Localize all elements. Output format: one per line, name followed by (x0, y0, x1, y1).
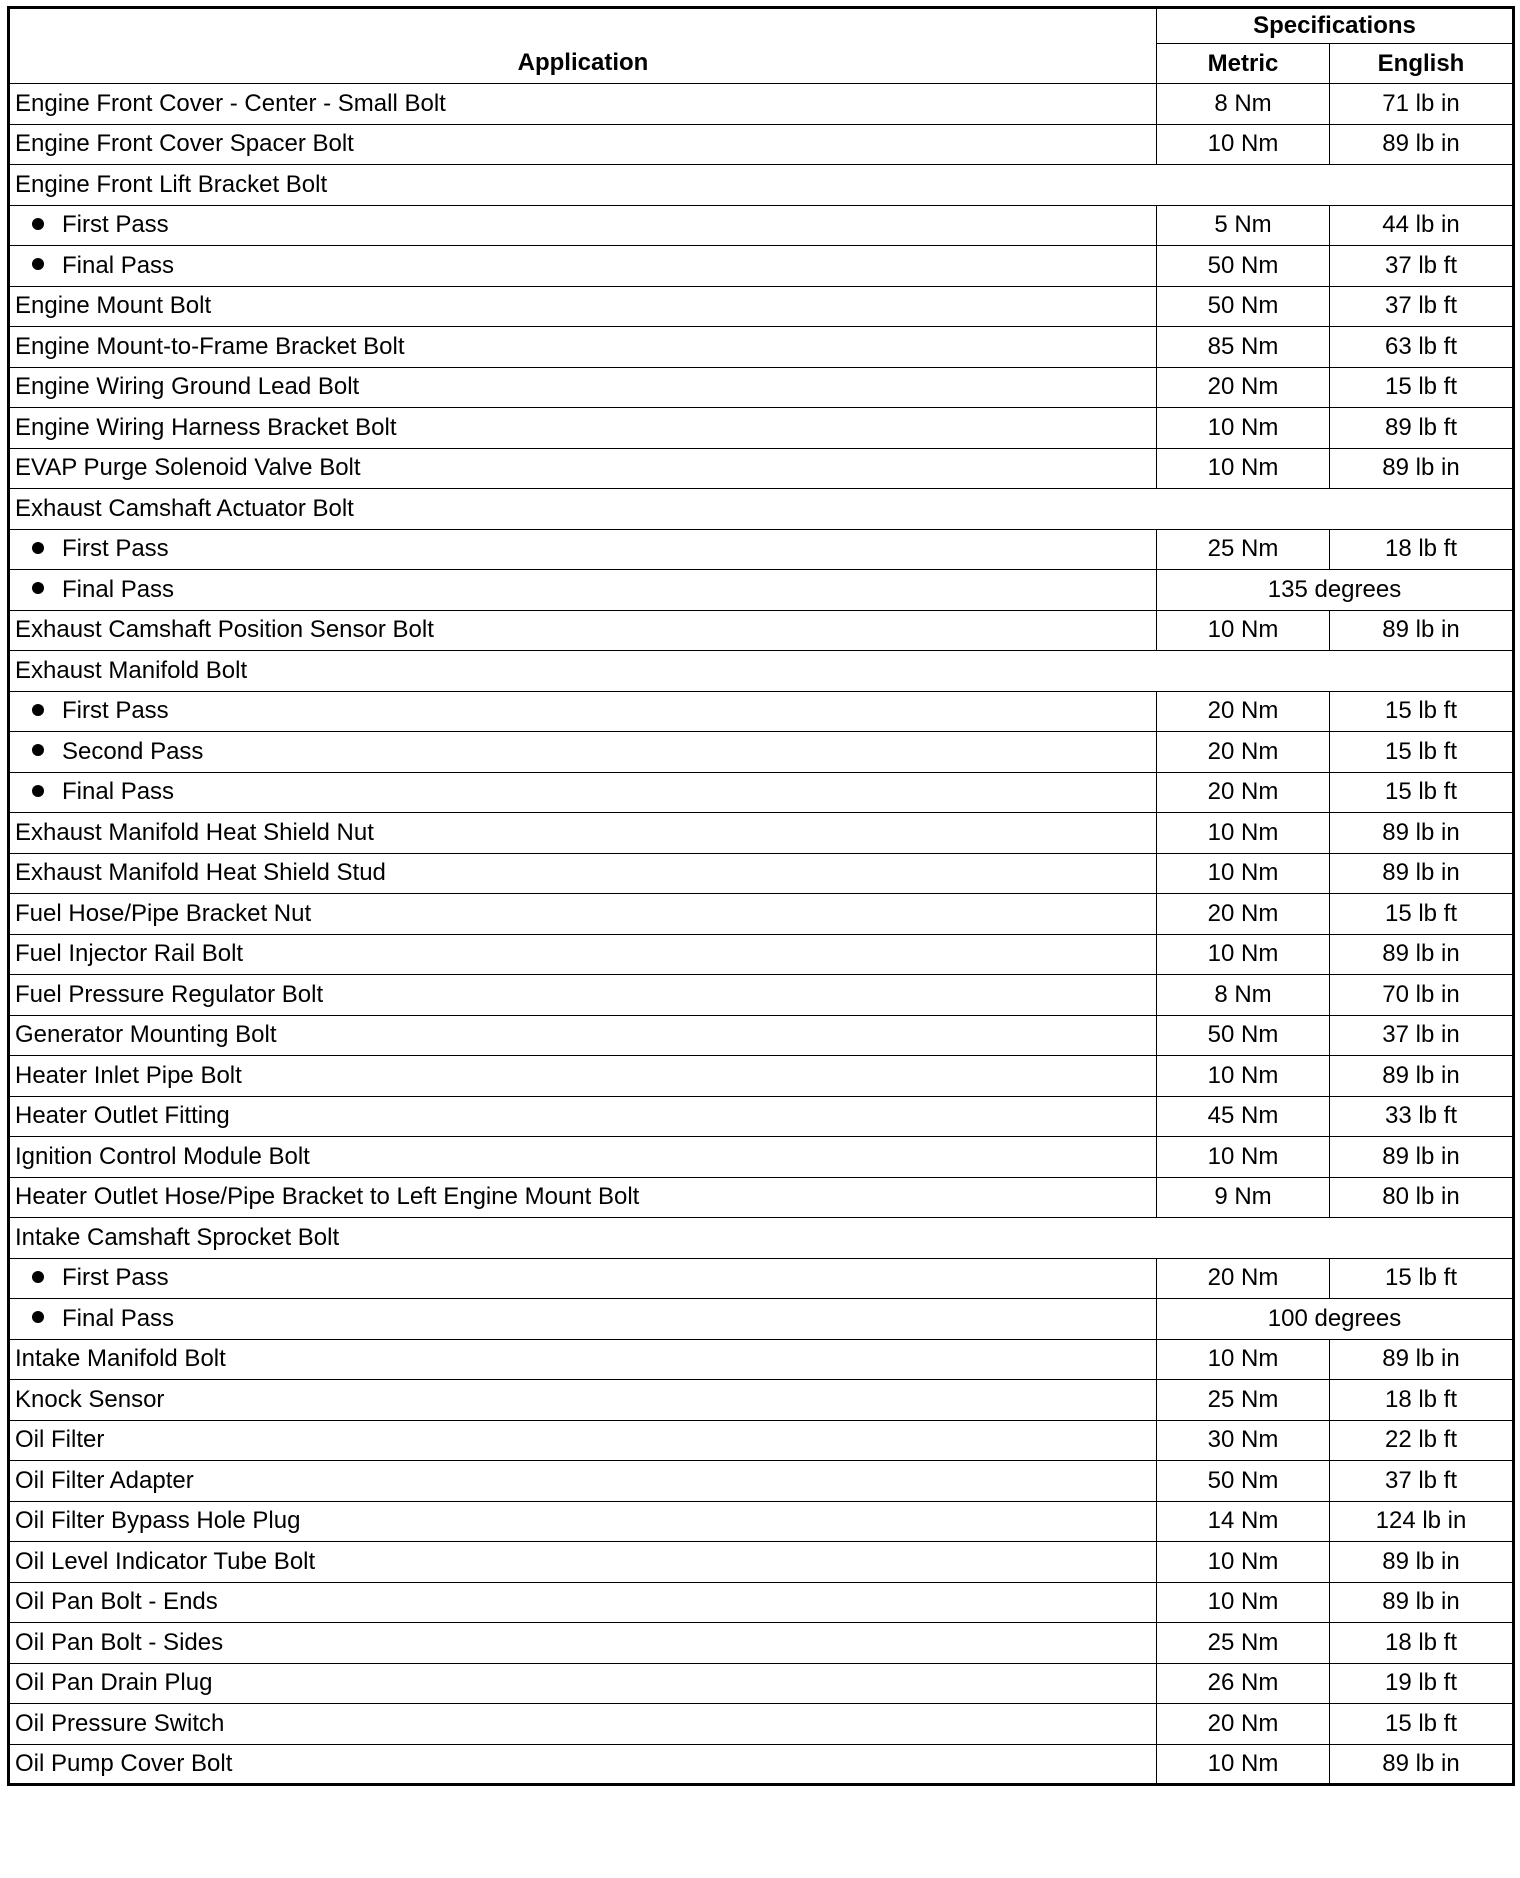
application-cell (9, 610, 1157, 651)
application-group-cell (9, 165, 1514, 206)
table-row (9, 1582, 1514, 1623)
english-value-cell: 89 lb in (1330, 1744, 1514, 1785)
table-row (9, 1258, 1514, 1299)
table-row (9, 1663, 1514, 1704)
metric-value-cell: 10 Nm (1157, 1542, 1330, 1583)
table-row (9, 1704, 1514, 1745)
application-cell (9, 1542, 1157, 1583)
application-cell (9, 1056, 1157, 1097)
application-label: Heater Inlet Pipe Bolt (15, 1061, 242, 1089)
metric-value-cell: 50 Nm (1157, 246, 1330, 287)
table-row (9, 489, 1514, 530)
table-row (9, 772, 1514, 813)
application-label: Engine Mount-to-Frame Bracket Bolt (15, 332, 405, 360)
english-value-cell: 89 lb in (1330, 448, 1514, 489)
english-value-cell: 124 lb in (1330, 1501, 1514, 1542)
bullet-icon (32, 785, 44, 797)
application-label: Exhaust Camshaft Actuator Bolt (15, 494, 354, 522)
application-cell (9, 1461, 1157, 1502)
metric-value-cell: 20 Nm (1157, 732, 1330, 773)
application-label: Generator Mounting Bolt (15, 1021, 277, 1049)
application-label: Intake Manifold Bolt (15, 1345, 226, 1373)
application-cell (9, 327, 1157, 368)
table-row (9, 286, 1514, 327)
application-label: Final Pass (62, 251, 175, 279)
application-label: Fuel Hose/Pipe Bracket Nut (15, 899, 312, 927)
application-sub-cell (9, 1258, 1157, 1299)
table-row (9, 1542, 1514, 1583)
table-row (9, 732, 1514, 773)
english-value-cell: 18 lb ft (1330, 1623, 1514, 1664)
application-cell (9, 448, 1157, 489)
metric-value-cell: 20 Nm (1157, 691, 1330, 732)
english-value-cell: 80 lb in (1330, 1177, 1514, 1218)
metric-value-cell: 10 Nm (1157, 1744, 1330, 1785)
table-header (9, 8, 1514, 84)
english-value-cell: 89 lb in (1330, 124, 1514, 165)
english-value-cell: 63 lb ft (1330, 327, 1514, 368)
application-label: Exhaust Camshaft Position Sensor Bolt (15, 616, 434, 644)
application-cell (9, 1582, 1157, 1623)
table-row (9, 894, 1514, 935)
english-value-cell: 37 lb in (1330, 1015, 1514, 1056)
table-row (9, 408, 1514, 449)
application-label: Final Pass (62, 1304, 175, 1332)
english-value-cell: 70 lb in (1330, 975, 1514, 1016)
application-cell (9, 1501, 1157, 1542)
application-sub-cell (9, 529, 1157, 570)
metric-value-cell: 10 Nm (1157, 1339, 1330, 1380)
table-row (9, 610, 1514, 651)
table-body (9, 84, 1514, 1785)
application-cell (9, 367, 1157, 408)
application-cell (9, 84, 1157, 125)
application-label: Oil Pan Drain Plug (15, 1669, 213, 1697)
bullet-icon (32, 1271, 44, 1283)
table-row (9, 1137, 1514, 1178)
english-value-cell: 15 lb ft (1330, 367, 1514, 408)
table-row (9, 1380, 1514, 1421)
bullet-icon (32, 258, 44, 270)
application-cell (9, 1096, 1157, 1137)
english-value-cell: 15 lb ft (1330, 772, 1514, 813)
metric-value-cell: 25 Nm (1157, 1623, 1330, 1664)
table-row (9, 1218, 1514, 1259)
application-label: Exhaust Manifold Heat Shield Stud (15, 859, 386, 887)
metric-value-cell: 8 Nm (1157, 975, 1330, 1016)
metric-value-cell: 8 Nm (1157, 84, 1330, 125)
bullet-icon (32, 744, 44, 756)
table-row (9, 934, 1514, 975)
metric-value-cell: 10 Nm (1157, 408, 1330, 449)
metric-value-cell: 20 Nm (1157, 1258, 1330, 1299)
metric-value-cell: 45 Nm (1157, 1096, 1330, 1137)
table-row (9, 1623, 1514, 1664)
table-row (9, 1177, 1514, 1218)
application-label: Final Pass (62, 575, 175, 603)
english-value-cell: 89 lb in (1330, 610, 1514, 651)
application-label: Oil Filter Bypass Hole Plug (15, 1507, 301, 1535)
application-cell (9, 813, 1157, 854)
table-row (9, 813, 1514, 854)
application-cell (9, 1380, 1157, 1421)
table-row (9, 1744, 1514, 1785)
english-value-cell: 89 lb in (1330, 934, 1514, 975)
angle-value-cell: 135 degrees (1157, 570, 1514, 611)
application-cell (9, 1663, 1157, 1704)
application-sub-cell (9, 732, 1157, 773)
english-value-cell: 89 lb in (1330, 813, 1514, 854)
application-label: Fuel Injector Rail Bolt (15, 940, 244, 968)
application-header: Application (9, 8, 1157, 84)
metric-value-cell: 10 Nm (1157, 124, 1330, 165)
metric-value-cell: 50 Nm (1157, 286, 1330, 327)
application-cell (9, 408, 1157, 449)
application-label: Exhaust Manifold Bolt (15, 656, 248, 684)
table-row (9, 1339, 1514, 1380)
metric-value-cell: 25 Nm (1157, 529, 1330, 570)
application-sub-cell (9, 1299, 1157, 1340)
english-value-cell: 89 lb in (1330, 1339, 1514, 1380)
metric-value-cell: 10 Nm (1157, 813, 1330, 854)
english-value-cell: 15 lb ft (1330, 1704, 1514, 1745)
application-label: Knock Sensor (15, 1385, 165, 1413)
bullet-icon (32, 704, 44, 716)
application-label: Oil Pump Cover Bolt (15, 1749, 233, 1777)
table-row (9, 651, 1514, 692)
table-row (9, 124, 1514, 165)
metric-value-cell: 85 Nm (1157, 327, 1330, 368)
application-sub-cell (9, 691, 1157, 732)
table-row (9, 246, 1514, 287)
table-row (9, 165, 1514, 206)
english-value-cell: 37 lb ft (1330, 246, 1514, 287)
metric-value-cell: 10 Nm (1157, 448, 1330, 489)
application-label: Engine Front Lift Bracket Bolt (15, 170, 328, 198)
metric-value-cell: 20 Nm (1157, 772, 1330, 813)
metric-value-cell: 10 Nm (1157, 934, 1330, 975)
table-row (9, 327, 1514, 368)
bullet-icon (32, 218, 44, 230)
application-label: Engine Front Cover Spacer Bolt (15, 130, 354, 158)
application-label: Heater Outlet Fitting (15, 1102, 230, 1130)
application-label: Fuel Pressure Regulator Bolt (15, 980, 324, 1008)
metric-value-cell: 10 Nm (1157, 1056, 1330, 1097)
metric-value-cell: 14 Nm (1157, 1501, 1330, 1542)
application-label: First Pass (62, 211, 169, 239)
english-value-cell: 89 lb in (1330, 1056, 1514, 1097)
metric-value-cell: 50 Nm (1157, 1015, 1330, 1056)
application-label: Exhaust Manifold Heat Shield Nut (15, 818, 374, 846)
table-row (9, 691, 1514, 732)
english-value-cell: 89 lb in (1330, 1582, 1514, 1623)
metric-value-cell: 20 Nm (1157, 1704, 1330, 1745)
application-label: Engine Wiring Ground Lead Bolt (15, 373, 360, 401)
table-row (9, 529, 1514, 570)
table-row (9, 1461, 1514, 1502)
bullet-icon (32, 582, 44, 594)
application-label: Engine Wiring Harness Bracket Bolt (15, 413, 397, 441)
torque-spec-table (7, 6, 1515, 1786)
bullet-icon (32, 1311, 44, 1323)
application-label: EVAP Purge Solenoid Valve Bolt (15, 454, 361, 482)
english-header: English (1330, 44, 1514, 84)
metric-value-cell: 20 Nm (1157, 894, 1330, 935)
english-value-cell: 71 lb in (1330, 84, 1514, 125)
metric-value-cell: 5 Nm (1157, 205, 1330, 246)
application-sub-cell (9, 570, 1157, 611)
english-value-cell: 19 lb ft (1330, 1663, 1514, 1704)
table-row (9, 570, 1514, 611)
table-row (9, 84, 1514, 125)
english-value-cell: 33 lb ft (1330, 1096, 1514, 1137)
metric-value-cell: 20 Nm (1157, 367, 1330, 408)
english-value-cell: 22 lb ft (1330, 1420, 1514, 1461)
angle-value-cell: 100 degrees (1157, 1299, 1514, 1340)
application-label: Oil Filter Adapter (15, 1466, 194, 1494)
application-cell (9, 894, 1157, 935)
metric-value-cell: 25 Nm (1157, 1380, 1330, 1421)
application-label: Oil Pan Bolt - Sides (15, 1628, 224, 1656)
application-label: Final Pass (62, 778, 175, 806)
metric-value-cell: 10 Nm (1157, 853, 1330, 894)
application-cell (9, 286, 1157, 327)
metric-value-cell: 10 Nm (1157, 610, 1330, 651)
english-value-cell: 89 lb in (1330, 1542, 1514, 1583)
metric-header: Metric (1157, 44, 1330, 84)
english-value-cell: 15 lb ft (1330, 1258, 1514, 1299)
metric-value-cell: 10 Nm (1157, 1137, 1330, 1178)
application-label: Oil Pressure Switch (15, 1709, 225, 1737)
table-row (9, 1501, 1514, 1542)
application-label: First Pass (62, 535, 169, 563)
table-row (9, 205, 1514, 246)
metric-value-cell: 50 Nm (1157, 1461, 1330, 1502)
metric-value-cell: 26 Nm (1157, 1663, 1330, 1704)
english-value-cell: 15 lb ft (1330, 732, 1514, 773)
application-label: First Pass (62, 1264, 169, 1292)
application-cell (9, 975, 1157, 1016)
application-cell (9, 1704, 1157, 1745)
application-cell (9, 934, 1157, 975)
application-cell (9, 1137, 1157, 1178)
table-row (9, 1015, 1514, 1056)
application-cell (9, 1623, 1157, 1664)
metric-value-cell: 9 Nm (1157, 1177, 1330, 1218)
application-label: Engine Front Cover - Center - Small Bolt (15, 89, 446, 117)
application-label: Engine Mount Bolt (15, 292, 212, 320)
english-value-cell: 18 lb ft (1330, 529, 1514, 570)
table-row (9, 1299, 1514, 1340)
application-cell (9, 124, 1157, 165)
table-row (9, 853, 1514, 894)
table-row (9, 1096, 1514, 1137)
application-cell (9, 1015, 1157, 1056)
metric-value-cell: 30 Nm (1157, 1420, 1330, 1461)
application-label: First Pass (62, 697, 169, 725)
application-label: Intake Camshaft Sprocket Bolt (15, 1223, 340, 1251)
english-value-cell: 18 lb ft (1330, 1380, 1514, 1421)
application-cell (9, 1177, 1157, 1218)
english-value-cell: 15 lb ft (1330, 894, 1514, 935)
specifications-header: Specifications (1157, 8, 1514, 44)
application-label: Oil Filter (15, 1426, 105, 1454)
application-label: Oil Pan Bolt - Ends (15, 1588, 218, 1616)
application-sub-cell (9, 772, 1157, 813)
application-group-cell (9, 489, 1514, 530)
table-row (9, 1420, 1514, 1461)
english-value-cell: 37 lb ft (1330, 286, 1514, 327)
english-value-cell: 89 lb in (1330, 1137, 1514, 1178)
application-sub-cell (9, 246, 1157, 287)
application-sub-cell (9, 205, 1157, 246)
english-value-cell: 44 lb in (1330, 205, 1514, 246)
english-value-cell: 89 lb in (1330, 853, 1514, 894)
application-group-cell (9, 1218, 1514, 1259)
application-label: Second Pass (62, 737, 204, 765)
application-cell (9, 1420, 1157, 1461)
table-row (9, 1056, 1514, 1097)
application-label: Heater Outlet Hose/Pipe Bracket to Left Engine Mount Bolt (15, 1183, 640, 1211)
bullet-icon (32, 542, 44, 554)
application-label: Oil Level Indicator Tube Bolt (15, 1547, 316, 1575)
table-row (9, 448, 1514, 489)
application-cell (9, 853, 1157, 894)
application-cell (9, 1744, 1157, 1785)
english-value-cell: 89 lb ft (1330, 408, 1514, 449)
table-row (9, 367, 1514, 408)
english-value-cell: 15 lb ft (1330, 691, 1514, 732)
application-group-cell (9, 651, 1514, 692)
metric-value-cell: 10 Nm (1157, 1582, 1330, 1623)
table-row (9, 975, 1514, 1016)
application-label: Ignition Control Module Bolt (15, 1142, 310, 1170)
english-value-cell: 37 lb ft (1330, 1461, 1514, 1502)
application-cell (9, 1339, 1157, 1380)
